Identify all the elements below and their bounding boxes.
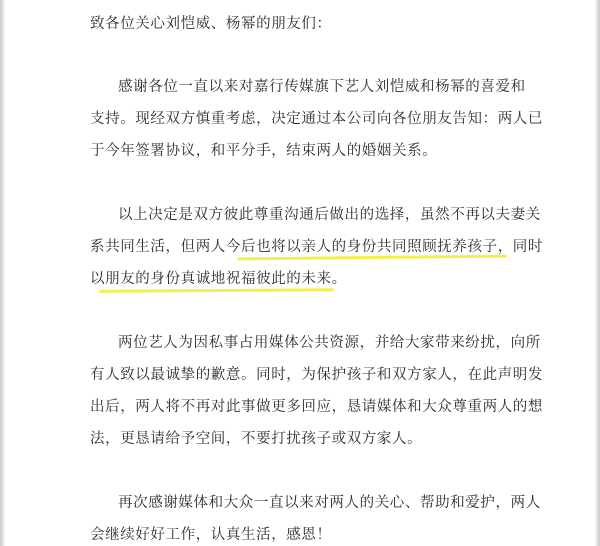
paragraph-line: 以上决定是双方彼此尊重沟通后做出的选择，虽然不再以夫妻关 <box>118 207 541 223</box>
paragraph-line: 会继续好好工作，认真生活，感恩！ <box>90 527 332 543</box>
paragraph-decision <box>90 199 543 295</box>
paragraph-line: 出后，两人将不再对此事做更多回应，恳请媒体和大众尊重两人的想 <box>90 399 543 415</box>
paragraph-line: 两位艺人为因私事占用媒体公共资源，并给大家带来纷扰，向所 <box>118 335 541 351</box>
page-edge-shadow-right <box>594 0 600 546</box>
paragraph-line: 系共同生活，但两人今后也将以亲人的身份共同照顾抚养孩子，同时 <box>90 239 543 255</box>
paragraph-closing <box>90 487 541 546</box>
page-edge-shadow-left <box>0 0 6 546</box>
letter-greeting: 致各位关心刘恺威、杨幂的朋友们： <box>90 16 332 32</box>
paragraph-thanks <box>90 71 543 167</box>
paragraph-line: 于今年签署协议，和平分手，结束两人的婚姻关系。 <box>90 143 438 159</box>
paragraph-line: 支持。现经双方慎重考虑，决定通过本公司向各位朋友告知：两人已 <box>90 111 543 127</box>
paragraph-apology <box>90 327 543 455</box>
paragraph-line: 感谢各位一直以来对嘉行传媒旗下艺人刘恺威和杨幂的喜爱和 <box>118 79 526 95</box>
paragraph-line: 再次感谢媒体和大众一直以来对两人的关心、帮助和爱护，两人 <box>118 495 541 511</box>
paragraph-line: 有人致以最诚挚的歉意。同时，为保护孩子和双方家人，在此声明发 <box>90 367 543 383</box>
paragraph-line: 以朋友的身份真诚地祝福彼此的未来。 <box>90 271 347 287</box>
paragraph-line: 法，更恳请给予空间，不要打扰孩子或双方家人。 <box>90 431 423 447</box>
